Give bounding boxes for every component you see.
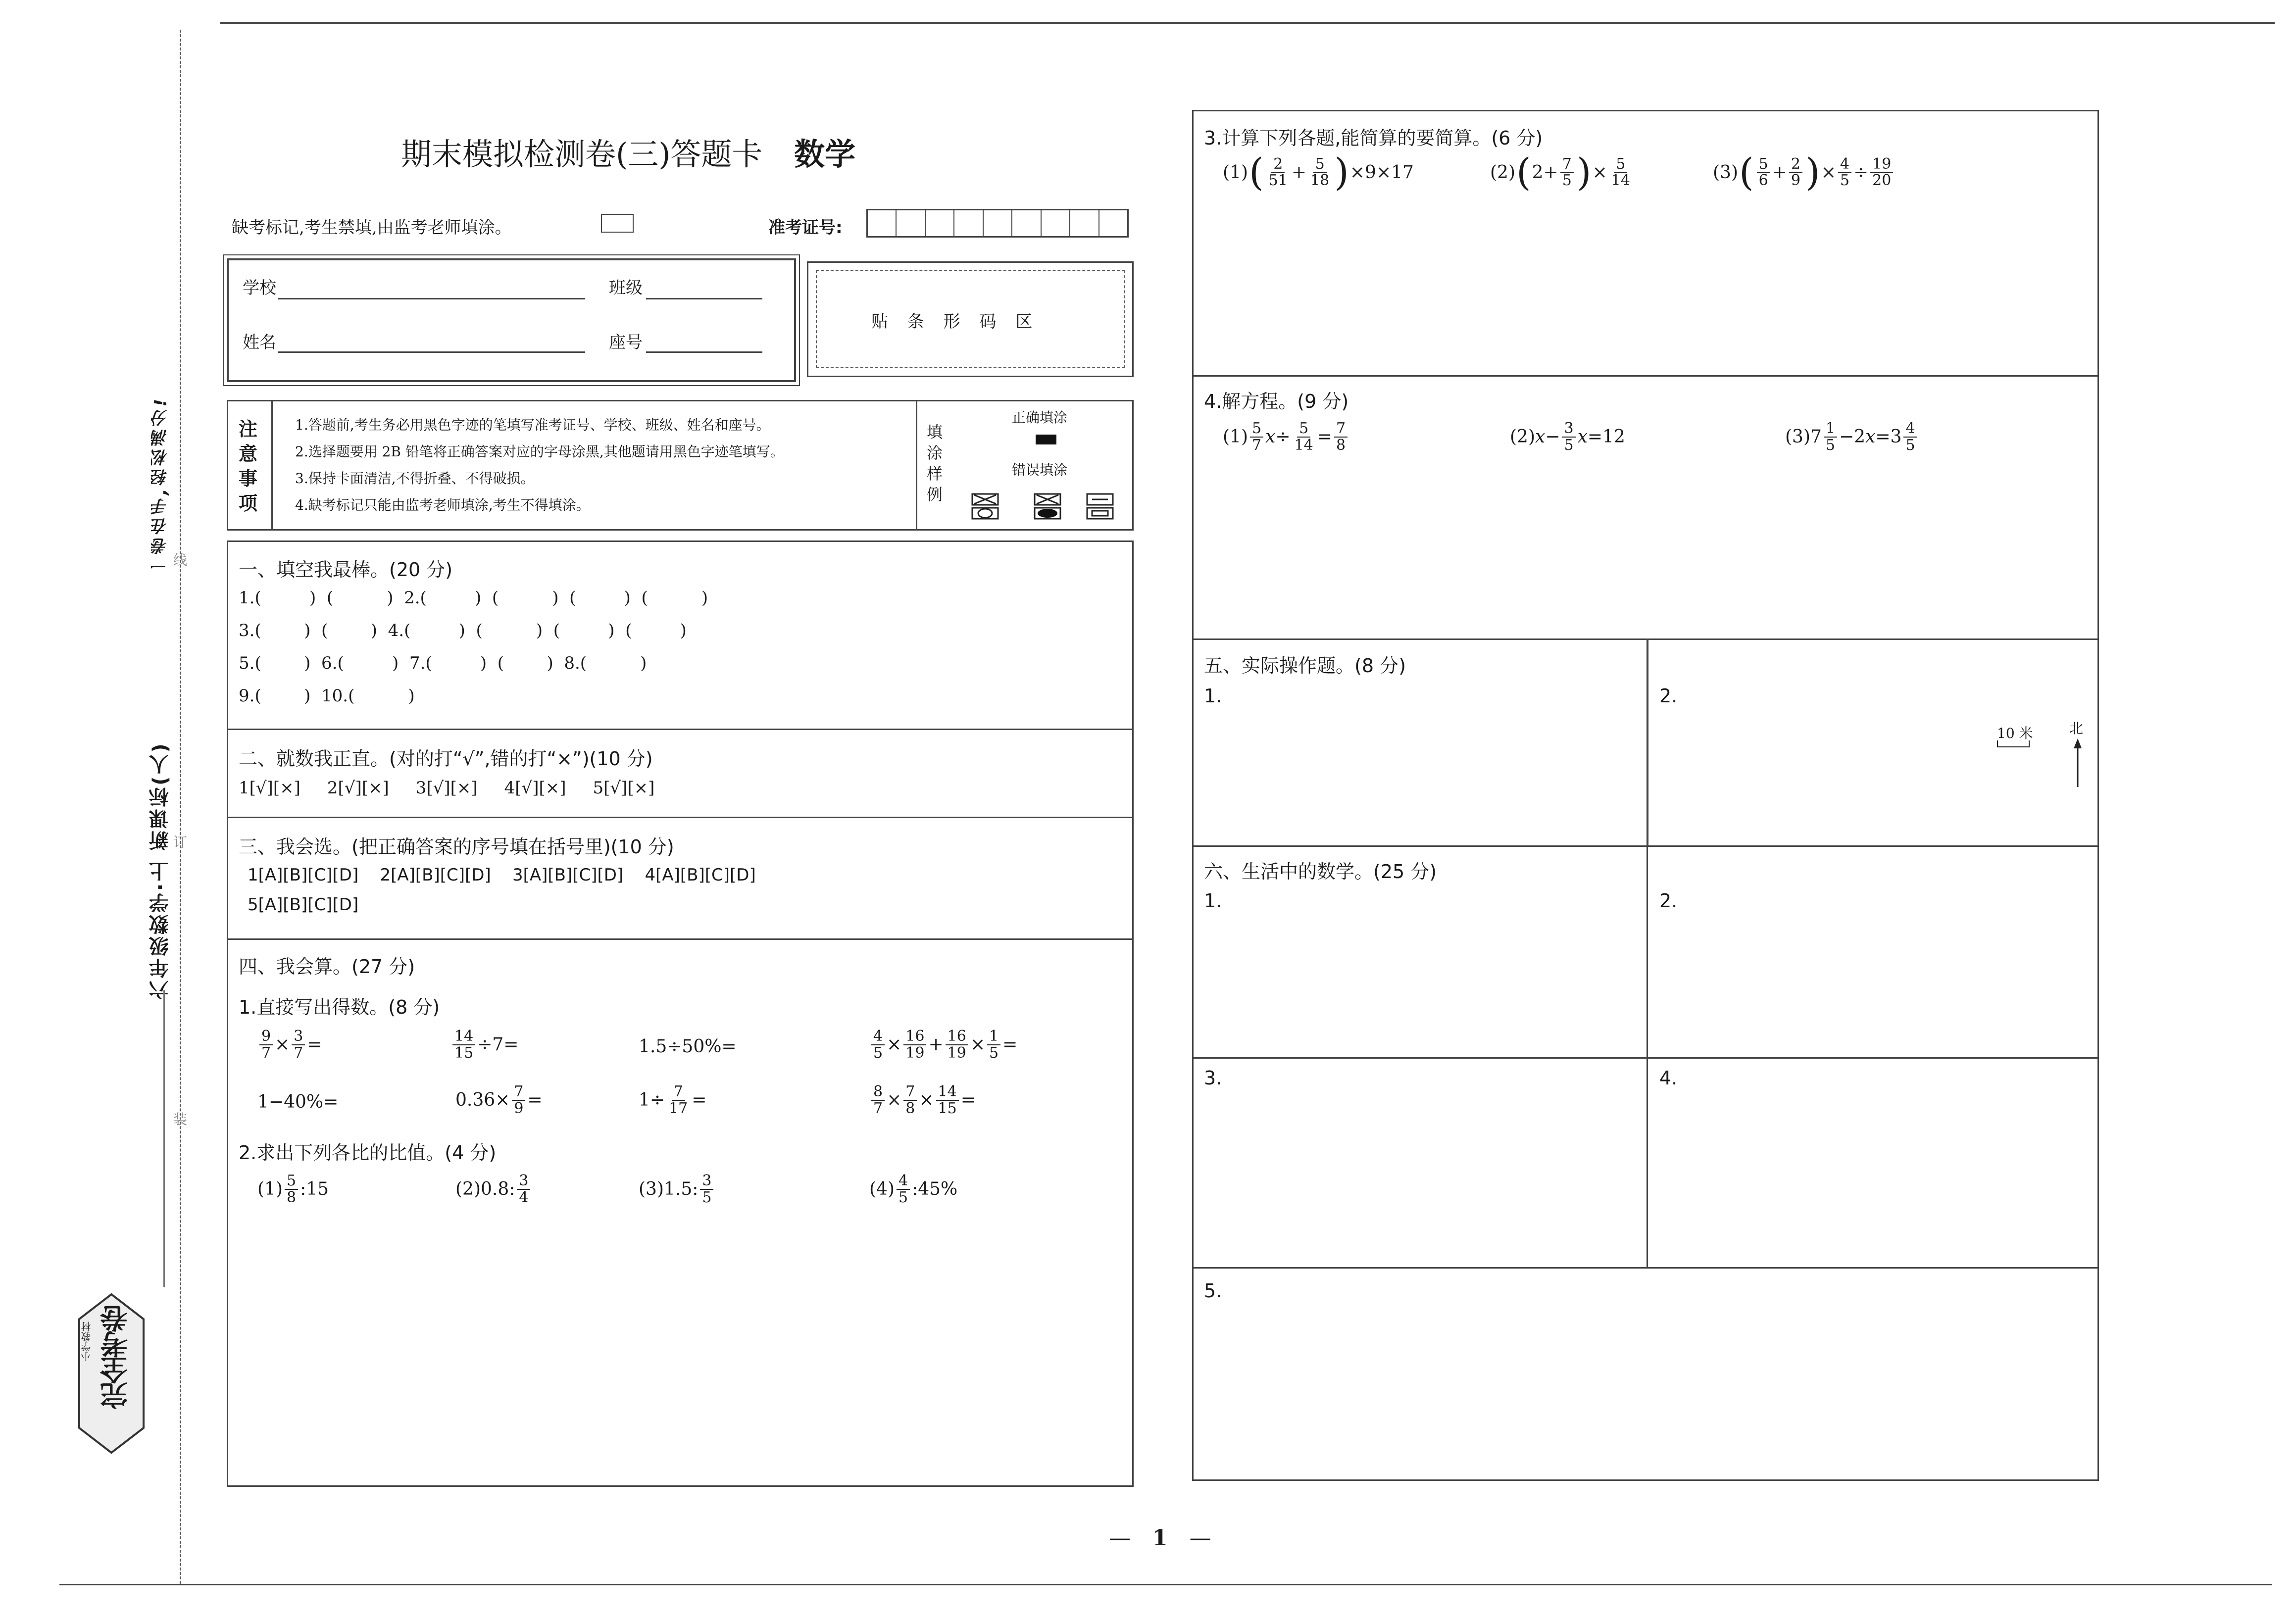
name-label: 姓名 (243, 333, 276, 352)
ratio-4: (4) $\frac{4}{5}$ :45% (869, 1172, 958, 1206)
notice-item: 1.答题前,考生务必用黑色字迹的笔填写准考证号、学校、班级、姓名和座号。 (295, 417, 770, 433)
side-grade: 六年级数学·上 新课标(人) (149, 741, 172, 1000)
barcode-label: 贴 条 形 码 区 (871, 312, 1040, 332)
scale-bar (1997, 740, 2030, 747)
binding-line (180, 30, 181, 1584)
sample-label: 填涂样例 (927, 423, 943, 504)
correct-label: 正确填涂 (1012, 409, 1068, 426)
sec5-q1: 1. (1204, 685, 1222, 707)
north-label: 北 (2069, 720, 2084, 736)
q4-2: (2) x − $\frac{3}{5}$ x =12 (1510, 420, 1625, 454)
sec6-row2-bottom (1192, 1267, 2099, 1269)
q3-bottom (1192, 375, 2099, 377)
sec5-q2: 2. (1659, 685, 1678, 707)
sec6-divider (1647, 845, 1648, 1267)
logo-subtext: 小学教材 (81, 1322, 93, 1361)
q4-title: 4.解方程。(9 分) (1204, 391, 1349, 412)
notice-item: 2.选择题要用 2B 铅笔将正确答案对应的字母涂黑,其他题请用黑色字迹笔填写。 (295, 443, 784, 460)
sec4-sub2: 2.求出下列各比的比值。(4 分) (239, 1142, 497, 1164)
side-slogan: 一卷在手,轻松满分! (151, 396, 171, 575)
seat-line[interactable] (646, 351, 762, 353)
oral-calc-3: 1.5÷50%= (639, 1036, 737, 1057)
q3-2: (2) ( 2+ $\frac{7}{5}$ ) × $\frac{5}{14}$ (1490, 150, 1630, 194)
absent-label: 缺考标记,考生禁填,由监考老师填涂。 (232, 218, 512, 238)
ratio-3: (3)1.5: $\frac{3}{5}$ (639, 1173, 715, 1205)
q3-title: 3.计算下列各题,能简算的要简算。(6 分) (1204, 127, 1543, 149)
absent-checkbox[interactable] (601, 214, 634, 233)
subject-text: 数学 (794, 136, 856, 172)
exam-id-grid[interactable] (866, 209, 1129, 238)
sec6-q3: 3. (1204, 1067, 1222, 1089)
wrong-samples (970, 491, 1129, 523)
top-border (220, 22, 2275, 24)
notice-label: 注意事项 (239, 418, 258, 514)
oral-calc-1: $\frac{9}{7}$ × $\frac{3}{7}$ = (257, 1029, 322, 1061)
q4-bottom (1192, 638, 2099, 640)
sec4-title: 四、我会算。(27 分) (239, 956, 415, 978)
notice-divider-1 (271, 400, 273, 531)
right-answer-box (1192, 110, 2099, 1481)
logo-text: 完全考卷 (100, 1307, 132, 1410)
notice-items (295, 412, 784, 519)
side-rule (163, 990, 165, 1287)
notice-item: 3.保持卡面清洁,不得折叠、不得破损。 (295, 470, 535, 487)
ratio-1: (1) $\frac{5}{8}$ :15 (257, 1172, 329, 1206)
exam-id-label: 准考证号: (768, 218, 843, 238)
wrong-label: 错误填涂 (1012, 462, 1068, 478)
sec3-title: 三、我会选。(把正确答案的序号填在括号里)(10 分) (239, 836, 674, 858)
info-box (227, 258, 796, 382)
cut-mark-2: 订 (173, 834, 188, 850)
oral-calc-4: $\frac{4}{5}$ × $\frac{16}{19}$ + $\frac{16}{19}$ × $\frac{1}{5}$ = (869, 1029, 1017, 1061)
sec1-row[interactable]: 5.( ) 6.( ) 7.( ) ( ) 8.( ) (239, 653, 647, 673)
sec1-bottom (227, 729, 1134, 730)
sec6-q4: 4. (1659, 1067, 1678, 1089)
notice-item: 4.缺考标记只能由监考老师填涂,考生不得填涂。 (295, 497, 590, 513)
sec1-row[interactable]: 3.( ) ( ) 4.( ) ( ) ( ) ( ) (239, 621, 687, 640)
correct-sample (1036, 435, 1056, 444)
brand-logo (74, 1292, 149, 1455)
cut-mark-3: 装 (173, 1111, 188, 1128)
sec3-bottom (227, 938, 1134, 940)
sec5-title: 五、实际操作题。(8 分) (1204, 655, 1406, 677)
sec1-row[interactable]: 1.( ) ( ) 2.( ) ( ) ( ) ( ) (239, 588, 708, 608)
sec6-q2: 2. (1659, 890, 1678, 912)
q4-3: (3)7 $\frac{1}{5}$ −2 x =3 $\frac{4}{5}$ (1785, 421, 1919, 453)
sec2-title: 二、就数我正直。(对的打“√”,错的打“×”)(10 分) (239, 748, 653, 770)
sec1-title: 一、填空我最棒。(20 分) (239, 559, 453, 581)
page-title (401, 130, 855, 174)
school-label: 学校 (243, 278, 276, 298)
oral-calc-8: $\frac{8}{7}$ × $\frac{7}{8}$ × $\frac{14}{15}$ = (869, 1084, 976, 1116)
sec6-title: 六、生活中的数学。(25 分) (1204, 861, 1437, 883)
cut-mark-1: 线 (173, 552, 188, 568)
oral-calc-7: 1÷ $\frac{7}{17}$ = (639, 1083, 707, 1117)
sec3-options[interactable]: 1[A][B][C][D] 2[A][B][C][D] 3[A][B][C][D] 4[A][B][C][D] (248, 865, 756, 885)
sec5-divider (1647, 638, 1648, 845)
sec2-options[interactable]: 1[√][×] 2[√][×] 3[√][×] 4[√][×] 5[√][×] (239, 778, 655, 798)
class-line[interactable] (646, 298, 762, 299)
ratio-2: (2)0.8: $\frac{3}{4}$ (455, 1173, 532, 1205)
sec4-sub1: 1.直接写出得数。(8 分) (239, 996, 440, 1018)
q4-1: (1) $\frac{5}{7}$ x ÷ $\frac{5}{14}$ = $\frac{7}{8}$ (1223, 421, 1349, 453)
scale-label: 10 米 (1997, 725, 2033, 741)
sec1-row[interactable]: 9.( ) 10.( ) (239, 686, 415, 706)
bottom-border (59, 1584, 2272, 1585)
school-line[interactable] (278, 298, 585, 299)
seat-label: 座号 (609, 333, 643, 352)
notice-divider-2 (916, 400, 917, 531)
oral-calc-2: $\frac{14}{15}$ ÷7= (450, 1029, 518, 1061)
title-text: 期末模拟检测卷(三)答题卡 (401, 136, 763, 172)
sec6-q5: 5. (1204, 1280, 1222, 1302)
sec2-bottom (227, 817, 1134, 818)
sec6-mid (1192, 1057, 2099, 1059)
sec6-q1: 1. (1204, 890, 1222, 912)
oral-calc-6: 0.36× $\frac{7}{9}$ = (455, 1083, 543, 1117)
oral-calc-5: 1−40%= (257, 1092, 339, 1112)
class-label: 班级 (609, 278, 643, 298)
sec5-bottom (1192, 845, 2099, 847)
name-line[interactable] (278, 351, 585, 353)
q3-3: (3) ( $\frac{5}{6}$ + $\frac{2}{9}$ ) × $\frac{4}{5}$ ÷ $\frac{19}{20}$ (1713, 153, 1895, 191)
sec3-options[interactable]: 5[A][B][C][D] (248, 895, 359, 915)
page-number: — 1 — (1109, 1525, 1211, 1551)
north-arrow-icon (2070, 737, 2085, 789)
q3-1: (1) ( $\frac{2}{51}$ + $\frac{5}{18}$ ) ×9×17 (1223, 150, 1414, 194)
